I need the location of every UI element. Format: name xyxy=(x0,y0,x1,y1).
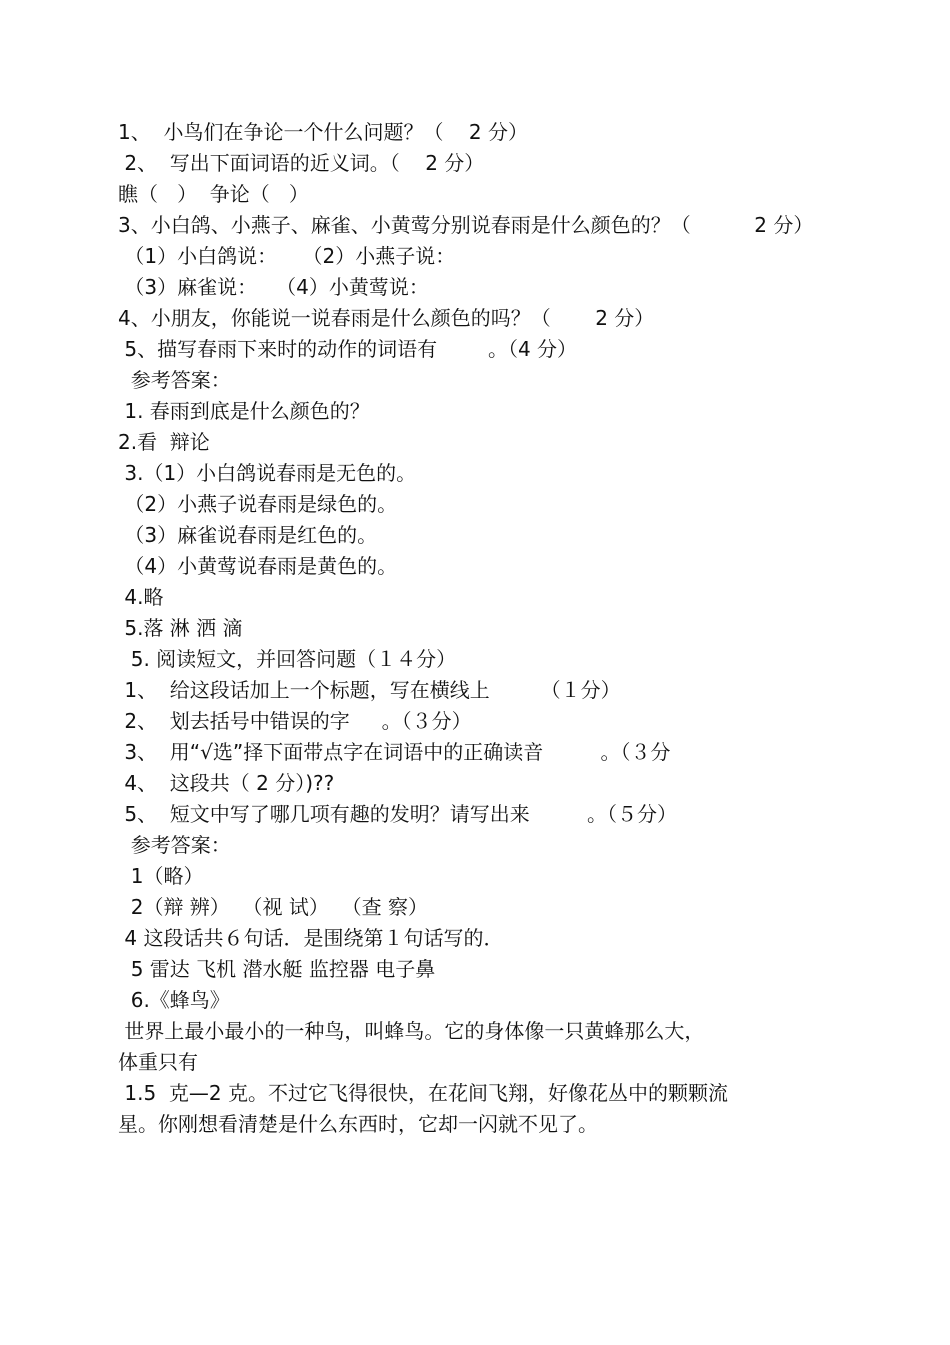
passage-title: 6.《蜂鸟》 xyxy=(118,988,230,1012)
answer-line: 4 这段话共６句话．是围绕第１句话写的． xyxy=(118,926,504,950)
question-line: 1、 给这段话加上一个标题，写在横线上 （１分） xyxy=(118,678,621,702)
question-line: 2、 划去括号中错误的字 。（３分） xyxy=(118,709,472,733)
passage-line: 世界上最小最小的一种鸟，叫蜂鸟。它的身体像一只黄蜂那么大， xyxy=(118,1019,705,1043)
question-line: 1、 小鸟们在争论一个什么问题？（ 2 分） xyxy=(118,120,528,144)
question-line: （3）麻雀说： （4）小黄莺说： xyxy=(118,275,429,299)
answer-line: （2）小燕子说春雨是绿色的。 xyxy=(118,492,398,516)
passage-line: 体重只有 xyxy=(118,1050,198,1074)
passage-line: 1.5 克—2 克。不过它飞得很快，在花间飞翔，好像花丛中的颗颗流 xyxy=(118,1081,728,1105)
answer-heading: 参考答案： xyxy=(118,833,231,857)
question-line: （1）小白鸽说： （2）小燕子说： xyxy=(118,244,456,268)
answer-line: （3）麻雀说春雨是红色的。 xyxy=(118,523,378,547)
answer-line: 1（略） xyxy=(118,864,204,888)
question-line: 2、 写出下面词语的近义词。（ 2 分） xyxy=(118,151,485,175)
question-line: 5、 短文中写了哪几项有趣的发明？请写出来 。（５分） xyxy=(118,802,678,826)
answer-line: 5.落 淋 洒 滴 xyxy=(118,616,243,640)
question-line: 瞧（ ） 争论（ ） xyxy=(118,182,309,206)
answer-line: 4.略 xyxy=(118,585,164,609)
answer-line: （4）小黄莺说春雨是黄色的。 xyxy=(118,554,398,578)
passage-line: 星。你刚想看清楚是什么东西时，它却一闪就不见了。 xyxy=(118,1112,598,1136)
answer-line: 5 雷达 飞机 潜水艇 监控器 电子鼻 xyxy=(118,957,436,981)
section-heading: 5. 阅读短文，并回答问题（１４分） xyxy=(118,647,457,671)
question-line: 3、小白鸽、小燕子、麻雀、小黄莺分别说春雨是什么颜色的？（ 2 分） xyxy=(118,213,814,237)
question-line: 3、 用“√选”择下面带点字在词语中的正确读音 。（３分 xyxy=(118,740,671,764)
answer-line: 2（辩 辨） （视 试） （查 察） xyxy=(118,895,428,919)
question-line: 5、描写春雨下来时的动作的词语有 。（4 分） xyxy=(118,337,578,361)
question-line: 4、 这段共（ 2 分）)?? xyxy=(118,771,335,795)
answer-line: 2.看 辩论 xyxy=(118,430,210,454)
question-line: 4、小朋友，你能说一说春雨是什么颜色的吗？（ 2 分） xyxy=(118,306,655,330)
answer-line: 1. 春雨到底是什么颜色的？ xyxy=(118,399,370,423)
document-body xyxy=(118,117,838,1140)
answer-heading: 参考答案： xyxy=(118,368,231,392)
answer-line: 3.（1）小白鸽说春雨是无色的。 xyxy=(118,461,417,485)
